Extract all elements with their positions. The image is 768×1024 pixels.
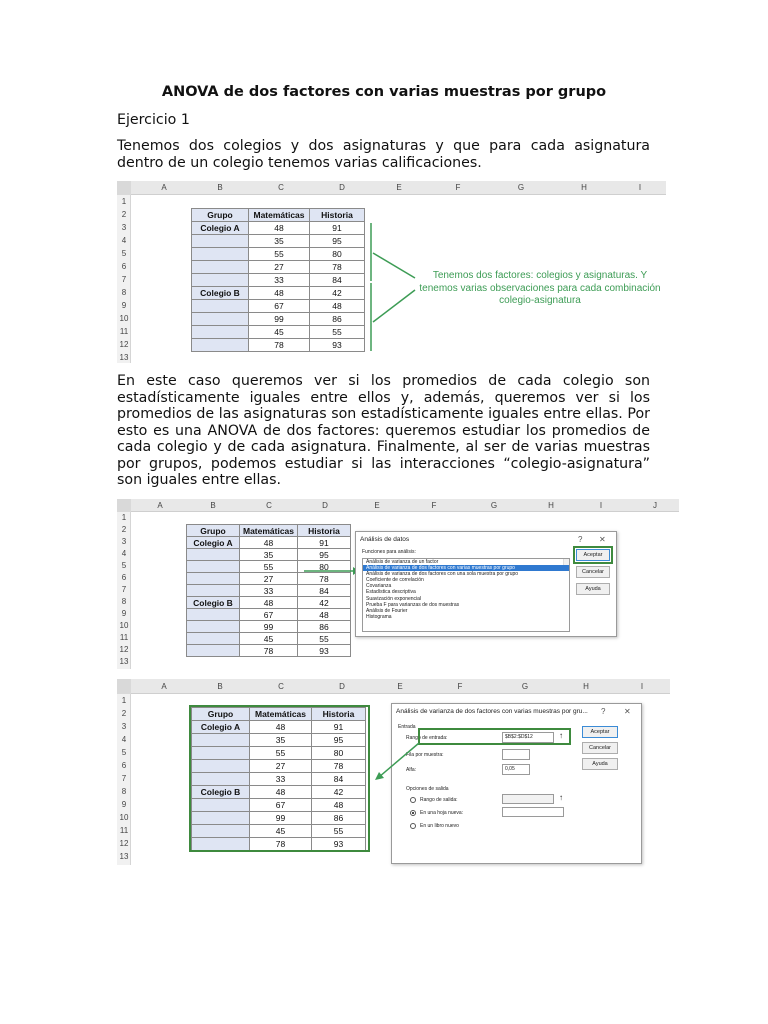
matematicas-cell: 45 (240, 633, 298, 645)
matematicas-cell: 55 (250, 747, 312, 760)
historia-cell: 42 (312, 786, 366, 799)
dialog-title: Análisis de datos (360, 536, 410, 543)
row-header-4: 4 (121, 735, 127, 744)
column-header-b: B (217, 682, 223, 691)
row-header-1: 1 (121, 513, 127, 522)
analysis-dialog (355, 531, 617, 637)
historia-cell: 91 (298, 537, 351, 549)
header-historia: Historia (312, 708, 366, 721)
column-header-h: H (583, 682, 589, 691)
column-header-h: H (581, 183, 587, 192)
cancel-button[interactable]: Cancelar (576, 566, 610, 578)
list-item[interactable]: Análisis de Fourier (366, 607, 408, 614)
historia-cell: 84 (310, 274, 365, 287)
row-header-5: 5 (121, 561, 127, 570)
header-grupo: Grupo (192, 209, 249, 222)
matematicas-cell: 45 (250, 825, 312, 838)
annotation-text: Tenemos dos factores: colegios y asignaturas. Y tenemos varias observaciones para cada combinación colegio-asignatura (419, 270, 661, 306)
row-header-1: 1 (121, 197, 127, 206)
row-header-2: 2 (121, 525, 127, 534)
functions-list[interactable] (362, 558, 570, 632)
column-header-f: F (455, 183, 461, 192)
spreadsheet-screenshot-2 (117, 499, 679, 669)
input-range-field[interactable]: $B$2:$D$12 (502, 732, 554, 743)
column-header-g: G (517, 183, 525, 192)
output-range-label: Rango de salida: (420, 797, 458, 803)
matematicas-cell: 27 (250, 760, 312, 773)
header-grupo: Grupo (192, 708, 250, 721)
group-cell: Colegio A (187, 537, 240, 549)
exercise-heading: Ejercicio 1 (117, 112, 190, 128)
column-header-h: H (548, 501, 554, 510)
row-header-10: 10 (119, 813, 129, 822)
matematicas-cell: 33 (249, 274, 310, 287)
group-cell: Colegio A (192, 721, 250, 734)
collapse-arrow-icon[interactable]: ↑ (559, 731, 563, 740)
annotation-line (373, 253, 415, 278)
group-cell: Colegio B (192, 287, 249, 300)
row-header-8: 8 (121, 288, 127, 297)
document-title: ANOVA de dos factores con varias muestras por grupo (161, 84, 607, 100)
matematicas-cell: 55 (240, 561, 298, 573)
matematicas-cell: 99 (249, 313, 310, 326)
column-header-b: B (217, 183, 223, 192)
header-matematicas: Matemáticas (249, 209, 310, 222)
explanation-paragraph: En este caso queremos ver si los promedios de cada colegio son estadísticamente iguales entre ellos y, además, queremos ver si los promedios de las asignaturas son estadísticamente iguales entre ellas. Por esto es una ANOVA de dos factores: queremos estudiar los promedios de cada colegio y de cada asignatura. Finalmente, al ser de varias muestras por grupos, podemos estudiar si las interacciones “colegio-asignatura” son iguales entre ellas. (117, 373, 650, 488)
column-header-f: F (431, 501, 437, 510)
historia-cell: 91 (312, 721, 366, 734)
historia-cell: 55 (310, 326, 365, 339)
intro-paragraph: Tenemos dos colegios y dos asignaturas y que para cada asignatura dentro de un colegio tenemos varias calificaciones. (117, 138, 650, 171)
column-header-e: E (397, 682, 403, 691)
matematicas-cell: 45 (249, 326, 310, 339)
help-button[interactable]: Ayuda (576, 583, 610, 595)
matematicas-cell: 27 (240, 573, 298, 585)
help-button[interactable]: Ayuda (582, 758, 618, 770)
historia-cell: 86 (312, 812, 366, 825)
matematicas-cell: 48 (240, 537, 298, 549)
cancel-button[interactable]: Cancelar (582, 742, 618, 754)
row-header-6: 6 (121, 761, 127, 770)
row-header-10: 10 (119, 621, 129, 630)
column-header-d: D (339, 682, 345, 691)
column-header-a: A (157, 501, 163, 510)
matematicas-cell: 33 (240, 585, 298, 597)
matematicas-cell: 99 (250, 812, 312, 825)
help-icon[interactable]: ? (601, 707, 606, 716)
row-header-11: 11 (119, 327, 129, 336)
list-item[interactable]: Coeficiente de correlación (366, 577, 424, 584)
new-book-label: En un libro nuevo (420, 823, 459, 829)
list-scrollbar[interactable] (563, 559, 569, 565)
close-icon[interactable]: ✕ (624, 707, 631, 716)
row-header-11: 11 (119, 826, 129, 835)
column-header-a: A (161, 682, 167, 691)
row-header-12: 12 (119, 340, 129, 349)
input-range-label: Rango de entrada: (406, 735, 448, 741)
historia-cell: 93 (312, 838, 366, 851)
list-item[interactable]: Análisis de varianza de dos factores con varias muestras por grupo (363, 565, 569, 571)
row-header-5: 5 (121, 249, 127, 258)
historia-cell: 48 (310, 300, 365, 313)
row-header-13: 13 (119, 852, 129, 861)
historia-cell: 78 (298, 573, 351, 585)
row-header-12: 12 (119, 645, 129, 654)
header-matematicas: Matemáticas (250, 708, 312, 721)
column-header-d: D (339, 183, 345, 192)
list-item[interactable]: Covarianza (366, 583, 392, 590)
matematicas-cell: 48 (249, 222, 310, 235)
header-grupo: Grupo (187, 525, 240, 537)
list-item[interactable]: Análisis de varianza de dos factores con una sola muestra por grupo (366, 571, 519, 578)
new-sheet-label: En una hoja nueva: (420, 810, 464, 816)
column-header-e: E (374, 501, 380, 510)
row-header-3: 3 (121, 722, 127, 731)
list-item[interactable]: Estadística descriptiva (366, 589, 416, 596)
row-header-3: 3 (121, 223, 127, 232)
close-icon[interactable]: ✕ (599, 535, 606, 544)
row-header-13: 13 (119, 353, 129, 362)
matematicas-cell: 99 (240, 621, 298, 633)
row-header-7: 7 (121, 585, 127, 594)
historia-cell: 55 (298, 633, 351, 645)
column-header-j: J (653, 501, 657, 510)
row-header-7: 7 (121, 774, 127, 783)
historia-cell: 84 (312, 773, 366, 786)
historia-cell: 78 (310, 261, 365, 274)
list-item[interactable]: Suavización exponencial (366, 595, 422, 602)
list-item[interactable]: Análisis de varianza de un factor (366, 559, 439, 565)
alpha-field[interactable]: 0,05 (502, 764, 530, 775)
row-header-9: 9 (121, 301, 127, 310)
header-matematicas: Matemáticas (240, 525, 298, 537)
column-header-f: F (457, 682, 463, 691)
historia-cell: 48 (312, 799, 366, 812)
matematicas-cell: 67 (249, 300, 310, 313)
historia-cell: 55 (312, 825, 366, 838)
alpha-label: Alfa: (406, 767, 417, 773)
rows-per-sample-label: Fila por muestra: (406, 752, 444, 758)
row-header-4: 4 (121, 236, 127, 245)
collapse-arrow-icon[interactable]: ↑ (559, 793, 563, 802)
matematicas-cell: 67 (240, 609, 298, 621)
group-cell: Colegio B (187, 597, 240, 609)
row-header-9: 9 (121, 609, 127, 618)
input-section-label: Entrada (398, 724, 416, 730)
row-header-8: 8 (121, 597, 127, 606)
row-header-7: 7 (121, 275, 127, 284)
column-header-e: E (396, 183, 402, 192)
historia-cell: 48 (298, 609, 351, 621)
historia-cell: 80 (298, 561, 351, 573)
column-header-b: B (210, 501, 216, 510)
functions-label: Funciones para análisis: (362, 549, 416, 555)
ok-button[interactable]: Aceptar (576, 549, 610, 561)
row-header-9: 9 (121, 800, 127, 809)
ok-highlight (573, 546, 613, 564)
historia-cell: 93 (310, 339, 365, 352)
column-header-g: G (490, 501, 498, 510)
column-header-c: C (278, 682, 284, 691)
row-header-3: 3 (121, 537, 127, 546)
row-header-12: 12 (119, 839, 129, 848)
list-item[interactable]: Histograma (366, 613, 392, 620)
row-header-4: 4 (121, 549, 127, 558)
header-historia: Historia (310, 209, 365, 222)
matematicas-cell: 48 (240, 597, 298, 609)
group-cell: Colegio B (192, 786, 250, 799)
row-header-6: 6 (121, 262, 127, 271)
column-header-d: D (322, 501, 328, 510)
matematicas-cell: 33 (250, 773, 312, 786)
historia-cell: 78 (312, 760, 366, 773)
dialog-title: Análisis de varianza de dos factores con varias muestras por gru... (396, 708, 588, 715)
historia-cell: 95 (310, 235, 365, 248)
row-header-2: 2 (121, 709, 127, 718)
ok-button[interactable]: Aceptar (582, 726, 618, 738)
group-cell: Colegio A (192, 222, 249, 235)
matematicas-cell: 78 (250, 838, 312, 851)
column-header-i: I (640, 682, 644, 691)
row-header-11: 11 (119, 633, 129, 642)
historia-cell: 84 (298, 585, 351, 597)
matematicas-cell: 35 (249, 235, 310, 248)
matematicas-cell: 27 (249, 261, 310, 274)
matematicas-cell: 35 (250, 734, 312, 747)
historia-cell: 80 (310, 248, 365, 261)
matematicas-cell: 48 (250, 721, 312, 734)
row-header-5: 5 (121, 748, 127, 757)
column-header-a: A (161, 183, 167, 192)
matematicas-cell: 48 (249, 287, 310, 300)
historia-cell: 91 (310, 222, 365, 235)
historia-cell: 42 (298, 597, 351, 609)
matematicas-cell: 55 (249, 248, 310, 261)
arrow-line (379, 743, 419, 777)
matematicas-cell: 35 (240, 549, 298, 561)
historia-cell: 95 (312, 734, 366, 747)
header-historia: Historia (298, 525, 351, 537)
pointer-arrow (117, 679, 670, 865)
row-header-13: 13 (119, 657, 129, 666)
matematicas-cell: 67 (250, 799, 312, 812)
historia-cell: 80 (312, 747, 366, 760)
column-header-i: I (599, 501, 603, 510)
matematicas-cell: 48 (250, 786, 312, 799)
historia-cell: 42 (310, 287, 365, 300)
matematicas-cell: 78 (249, 339, 310, 352)
column-header-c: C (266, 501, 272, 510)
spreadsheet-screenshot-1 (117, 181, 666, 363)
row-header-10: 10 (119, 314, 129, 323)
row-header-6: 6 (121, 573, 127, 582)
row-header-1: 1 (121, 696, 127, 705)
historia-cell: 86 (310, 313, 365, 326)
historia-cell: 93 (298, 645, 351, 657)
row-header-2: 2 (121, 210, 127, 219)
column-header-g: G (521, 682, 529, 691)
output-section-label: Opciones de salida (406, 786, 449, 792)
row-header-8: 8 (121, 787, 127, 796)
column-header-c: C (278, 183, 284, 192)
annotation-line (373, 290, 415, 322)
help-icon[interactable]: ? (578, 535, 583, 544)
column-header-i: I (638, 183, 642, 192)
spreadsheet-screenshot-3 (117, 679, 670, 865)
historia-cell: 95 (298, 549, 351, 561)
list-item[interactable]: Prueba F para varianzas de dos muestras (366, 601, 460, 608)
historia-cell: 86 (298, 621, 351, 633)
matematicas-cell: 78 (240, 645, 298, 657)
